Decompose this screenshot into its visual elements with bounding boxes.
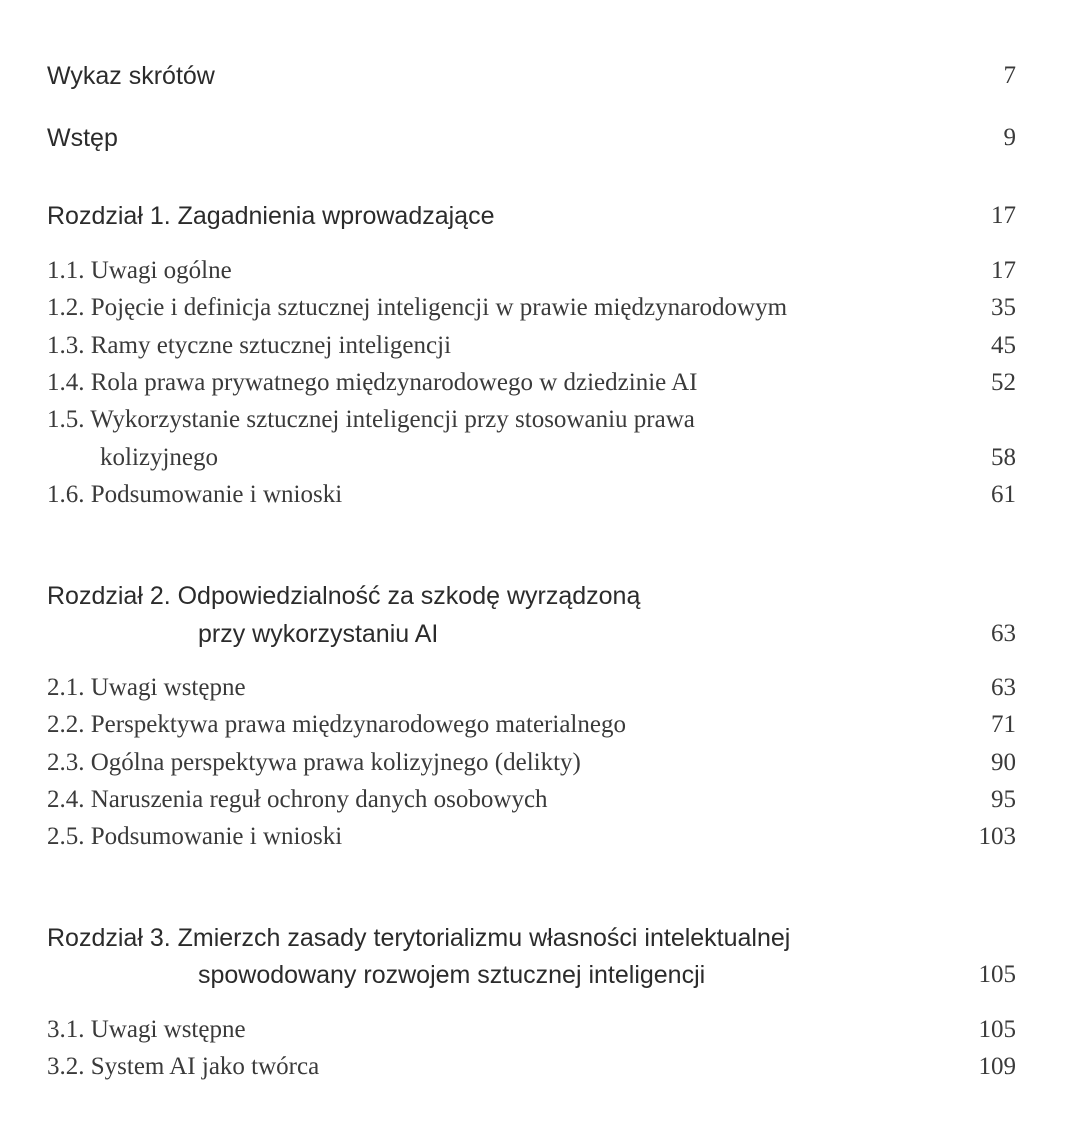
- section-title: 2.5. Podsumowanie i wnioski: [47, 823, 343, 850]
- toc-section-1-3: [0, 332, 1084, 372]
- toc-section-1-5-cont: [0, 444, 1084, 484]
- chapter-title: Rozdział 1. Zagadnienia wprowadzające: [47, 202, 495, 230]
- toc-entry-introduction: [0, 124, 1084, 164]
- chapter-page: 105: [978, 961, 1016, 988]
- section-page: 71: [991, 711, 1016, 738]
- toc-entry-title: Wykaz skrótów: [47, 62, 215, 90]
- section-page: 61: [991, 481, 1016, 508]
- section-title: 2.4. Naruszenia reguł ochrony danych osobowych: [47, 786, 548, 813]
- chapter-3-heading: [0, 924, 1084, 964]
- section-page: 109: [978, 1053, 1016, 1080]
- toc-entry-page: 9: [1003, 124, 1016, 151]
- toc-section-1-5: [0, 406, 1084, 446]
- section-page: 105: [978, 1016, 1016, 1043]
- section-title: 1.1. Uwagi ogólne: [47, 257, 232, 284]
- toc-section-1-2: [0, 294, 1084, 334]
- toc-section-1-1: [0, 257, 1084, 297]
- section-page: 58: [991, 444, 1016, 471]
- section-title: 1.4. Rola prawa prywatnego międzynarodowego w dziedzinie AI: [47, 369, 698, 396]
- section-page: 17: [991, 257, 1016, 284]
- section-title-line1: 1.5. Wykorzystanie sztucznej inteligencji przy stosowaniu prawa: [47, 406, 695, 433]
- section-page: 35: [991, 294, 1016, 321]
- section-title: 3.2. System AI jako twórca: [47, 1053, 320, 1080]
- chapter-2-heading: [0, 582, 1084, 622]
- section-page: 45: [991, 332, 1016, 359]
- section-title: 3.1. Uwagi wstępne: [47, 1016, 246, 1043]
- toc-entry-abbreviations: [0, 62, 1084, 102]
- section-title: 2.2. Perspektywa prawa międzynarodowego materialnego: [47, 711, 626, 738]
- chapter-title-line2: spowodowany rozwojem sztucznej inteligencji: [198, 961, 706, 989]
- section-title: 1.6. Podsumowanie i wnioski: [47, 481, 343, 508]
- section-title: 1.3. Ramy etyczne sztucznej inteligencji: [47, 332, 452, 359]
- chapter-title-line2: przy wykorzystaniu AI: [198, 620, 439, 648]
- toc-entry-title: Wstęp: [47, 124, 118, 152]
- section-page: 52: [991, 369, 1016, 396]
- toc-section-2-5: [0, 823, 1084, 863]
- section-title: 2.3. Ogólna perspektywa prawa kolizyjnego (delikty): [47, 749, 581, 776]
- section-page: 63: [991, 674, 1016, 701]
- toc-section-3-2: [0, 1053, 1084, 1093]
- chapter-title-line1: Rozdział 3. Zmierzch zasady terytorializmu własności intelektualnej: [47, 924, 791, 952]
- section-title: 2.1. Uwagi wstępne: [47, 674, 246, 701]
- chapter-2-heading-cont: [0, 620, 1084, 660]
- section-title-line2: kolizyjnego: [100, 444, 219, 471]
- section-page: 95: [991, 786, 1016, 813]
- chapter-1-heading: [0, 202, 1084, 242]
- section-page: 90: [991, 749, 1016, 776]
- chapter-title-line1: Rozdział 2. Odpowiedzialność za szkodę wyrządzoną: [47, 582, 641, 610]
- toc-section-2-4: [0, 786, 1084, 826]
- section-title: 1.2. Pojęcie i definicja sztucznej inteligencji w prawie międzynarodowym: [47, 294, 788, 321]
- toc-section-1-6: [0, 481, 1084, 521]
- chapter-3-heading-cont: [0, 961, 1084, 1001]
- toc-section-2-3: [0, 749, 1084, 789]
- section-page: 103: [978, 823, 1016, 850]
- toc-section-2-1: [0, 674, 1084, 714]
- chapter-page: 63: [991, 620, 1016, 647]
- chapter-page: 17: [991, 202, 1016, 229]
- toc-entry-page: 7: [1003, 62, 1016, 89]
- toc-section-1-4: [0, 369, 1084, 409]
- toc-section-2-2: [0, 711, 1084, 751]
- toc-section-3-1: [0, 1016, 1084, 1056]
